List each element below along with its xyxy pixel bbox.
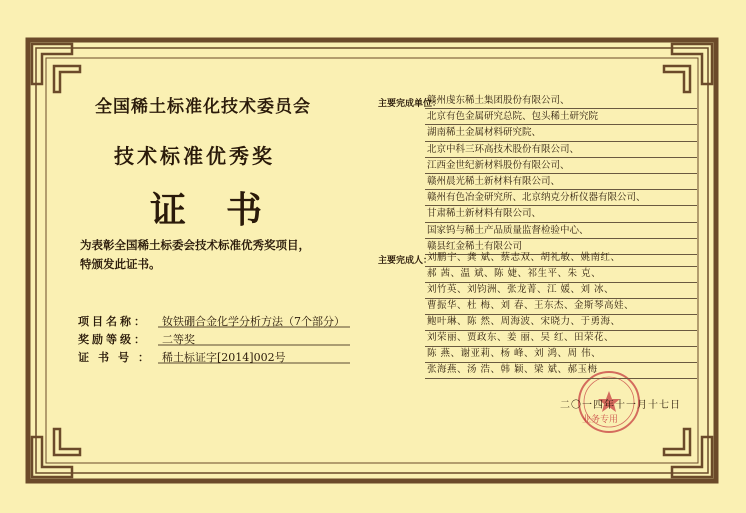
certificate-number-value: 稀土标证字[2014]002号 — [162, 351, 286, 364]
main-units-label: 主要完成单位： — [378, 99, 442, 109]
list-item: 刘竹英、刘钧洲、张龙菁、江 媛、刘 冰、 — [425, 283, 697, 299]
list-item: 刘荣丽、贾政东、姜 丽、吴 红、田荣花、 — [425, 331, 697, 347]
commendation-text — [80, 236, 310, 274]
certificate-title: 证书 — [150, 189, 303, 231]
organization-name: 全国稀土标准化技术委员会 — [95, 97, 311, 117]
list-item: 甘肃稀土新材料有限公司、 — [425, 206, 697, 222]
main-persons-label: 主要完成人： — [378, 256, 433, 266]
project-name-label: 项目名称： — [78, 315, 148, 328]
commendation-line: 特颁发此证书。 — [80, 257, 161, 271]
list-item: 国家钨与稀土产品质量监督检验中心、 — [425, 223, 697, 239]
list-item: 江西金世纪新材料股份有限公司、 — [425, 158, 697, 174]
list-item: 赣州虔东稀土集团股份有限公司、 — [425, 93, 697, 109]
list-item: 赣州有色冶金研究所、北京纳克分析仪器有限公司、 — [425, 190, 697, 206]
issue-date: 二〇一四年十一月十七日 — [560, 400, 681, 411]
list-item: 鲍叶琳、陈 然、周海波、宋晓力、于勇海、 — [425, 315, 697, 331]
list-item: 赣州晨光稀土新材料有限公司、 — [425, 174, 697, 190]
list-item: 北京中科三环高技术股份有限公司、 — [425, 142, 697, 158]
list-item: 赣县红金稀土有限公司 — [425, 239, 697, 255]
commendation-line: 为表彰全国稀土标委会技术标准优秀奖项目， — [80, 238, 310, 252]
list-item: 北京有色金属研究总院、包头稀土研究院 — [425, 109, 697, 125]
award-name: 技术标准优秀奖 — [114, 144, 275, 168]
seal-text: 业务专用 — [582, 415, 619, 425]
award-grade-value: 二等奖 — [162, 333, 195, 346]
list-item: 曹振华、杜 梅、刘 春、王东杰、金斯琴高娃、 — [425, 299, 697, 315]
list-item: 张海燕、汤 浩、韩 颖、梁 斌、郝玉梅 — [425, 363, 697, 379]
award-grade-label: 奖励等级： — [78, 333, 148, 346]
certificate-number-label: 证书号： — [78, 351, 158, 364]
main-units-list — [425, 93, 697, 255]
list-item: 刘鹏宇、龚 斌、蔡志双、胡礼敏、姚南红、 — [425, 251, 697, 267]
list-item: 陈 燕、谢亚莉、杨 峰、刘 鸿、周 伟、 — [425, 347, 697, 363]
list-item: 郝 茜、温 斌、陈 婕、祁生平、朱 克、 — [425, 267, 697, 283]
list-item: 湖南稀土金属材料研究院、 — [425, 125, 697, 141]
project-name-value: 钕铁硼合金化学分析方法（7个部分） — [162, 315, 345, 328]
main-persons-list — [425, 251, 697, 379]
